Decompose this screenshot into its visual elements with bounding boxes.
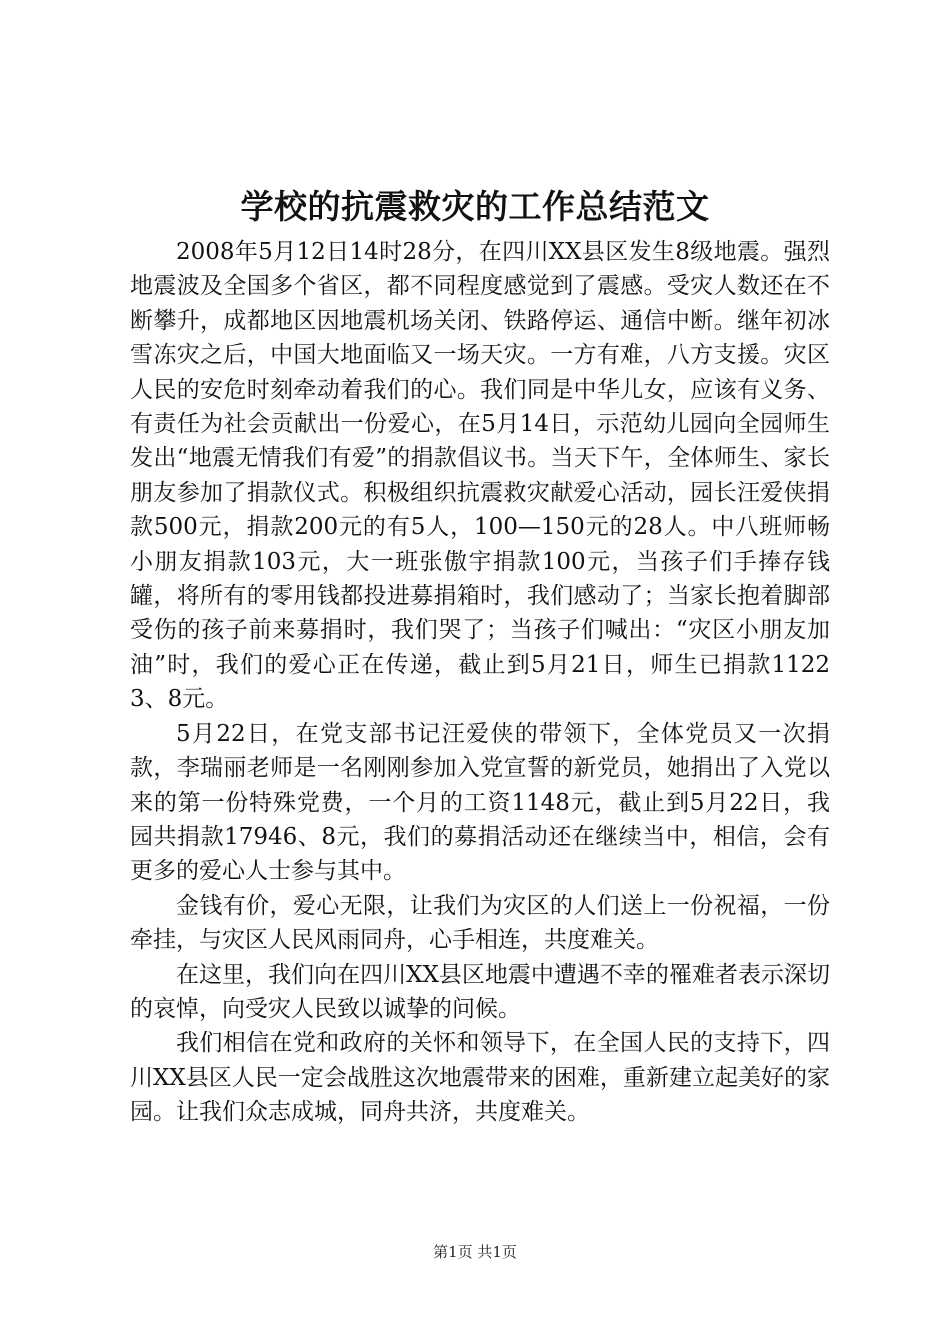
paragraph-1: 2008年5月12日14时28分，在四川XX县区发生8级地震。强烈地震波及全国多个省区，都不同程度感觉到了震感。受灾人数还在不断攀升，成都地区因地震机场关闭、铁路停运、通信中断。继年初冰雪冻灾之后，中国大地面临又一场天灾。一方有难，八方支援。灾区人民的安危时刻牵动着我们的心。我们同是中华儿女，应该有义务、有责任为社会贡献出一份爱心，在5月14日，示范幼儿园向全园师生发出“地震无情我们有爱”的捐款倡议书。当天下午，全体师生、家长朋友参加了捐款仪式。积极组织抗震救灾献爱心活动，园长汪爱侠捐款500元，捐款200元的有5人，100—150元的28人。中八班师畅小朋友捐款103元，大一班张傲宇捐款100元，当孩子们手捧存钱罐，将所有的零用钱都投进募捐箱时，我们感动了；当家长抱着脚部受伤的孩子前来募捐时，我们哭了；当孩子们喊出：“灾区小朋友加油”时，我们的爱心正在传递，截止到5月21日，师生已捐款11223、8元。 bbox=[130, 239, 830, 713]
paragraph-3: 金钱有价，爱心无限，让我们为灾区的人们送上一份祝福，一份牵挂，与灾区人民风雨同舟，心手相连，共度难关。 bbox=[130, 892, 830, 954]
document-title: 学校的抗震救灾的工作总结范文 bbox=[240, 187, 710, 226]
paragraph-4: 在这里，我们向在四川XX县区地震中遭遇不幸的罹难者表示深切的哀悼，向受灾人民致以诚挚的问候。 bbox=[130, 961, 830, 1022]
page-footer bbox=[0, 1242, 950, 1262]
page-number-label: 第1页 共1页 bbox=[433, 1243, 517, 1261]
paragraph-5: 我们相信在党和政府的关怀和领导下，在全国人民的支持下，四川XX县区人民一定会战胜这次地震带来的困难，重新建立起美好的家园。让我们众志成城，同舟共济，共度难关。 bbox=[130, 1030, 830, 1126]
document-body bbox=[130, 235, 830, 1130]
paragraph-2: 5月22日，在党支部书记汪爱侠的带领下，全体党员又一次捐款，李瑞丽老师是一名刚刚参加入党宣誓的新党员，她捐出了入党以来的第一份特殊党费，一个月的工资1148元，截止到5月22日，我园共捐款17946、8元，我们的募捐活动还在继续当中，相信，会有更多的爱心人士参与其中。 bbox=[130, 720, 830, 885]
